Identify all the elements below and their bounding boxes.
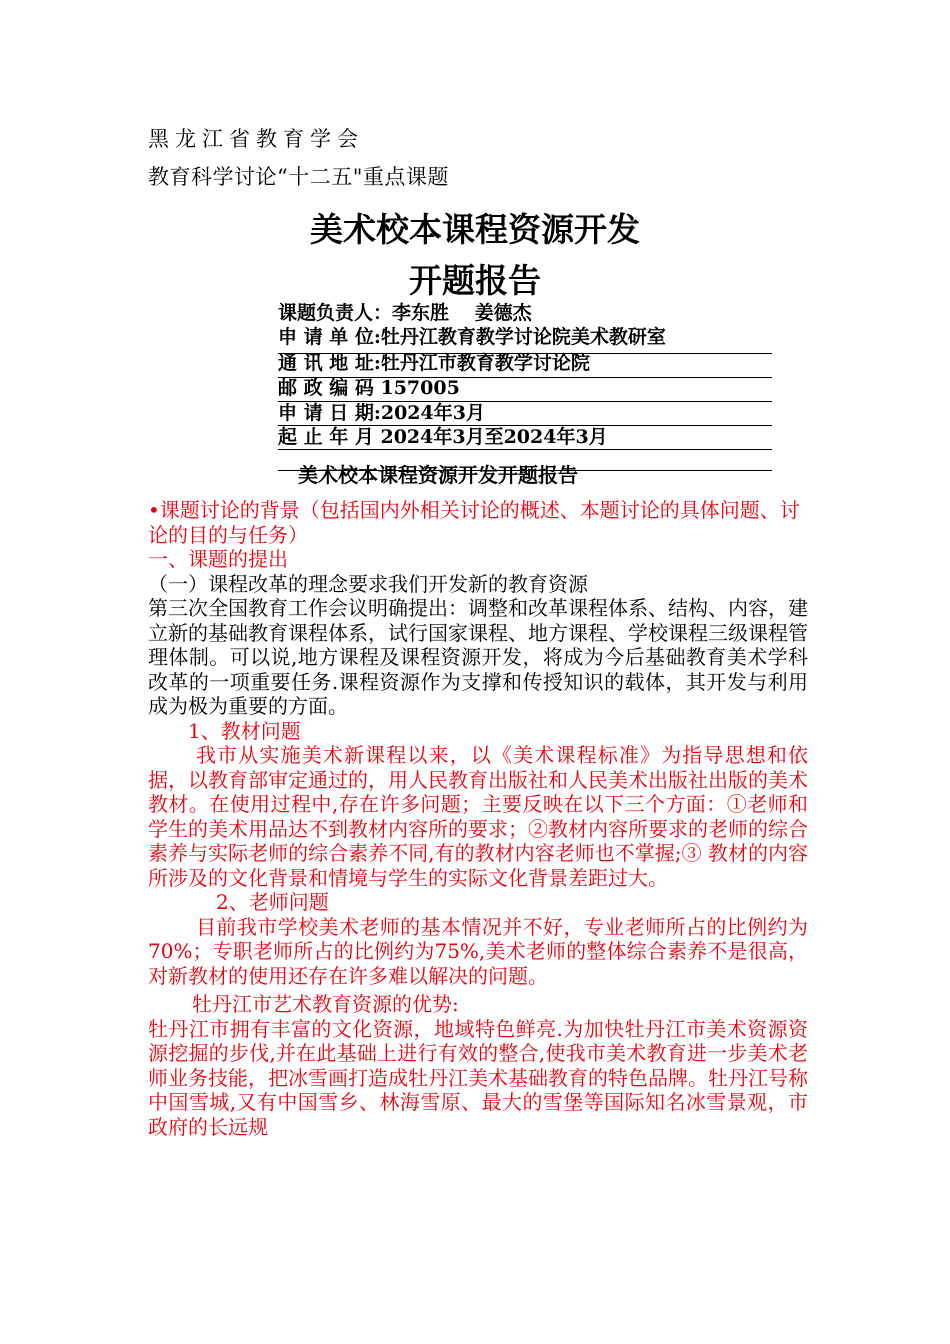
report-body xyxy=(148,498,808,1139)
project-type: 教育科学讨论“十二五"重点课题 xyxy=(148,165,449,189)
unit-value: 牡丹江教育教学讨论院美术教研室 xyxy=(380,326,666,348)
paragraph: 第三次全国教育工作会议明确提出：调整和改革课程体系、结构、内容，建立新的基础教育课程体系，试行国家课程、地方课程、学校课程三级课程管理体制。可以说,地方课程及课程资源开发，将成为今后基础教育美术学科改革的一项重要任务.课程资源作为支撑和传授知识的载体，其开发与利用成为极为重要的方面。 xyxy=(148,596,808,718)
leader-row xyxy=(278,298,532,325)
date-row xyxy=(278,398,485,425)
report-subtitle: 美术校本课程资源开发开题报告 xyxy=(298,463,578,487)
org-name: 黑龙江省教育学会 xyxy=(148,127,364,151)
page-title-line2: 开题报告 xyxy=(409,261,541,300)
section-heading: 一、课题的提出 xyxy=(148,547,288,571)
divider xyxy=(278,470,772,471)
period-label: 起 止 年 月 xyxy=(278,426,381,448)
unit-label: 申 请 单 位: xyxy=(278,326,381,348)
background-heading: •课题讨论的背景（包括国内外相关讨论的概述、本题讨论的具体问题、讨论的目的与任务） xyxy=(148,498,800,547)
period-value: 2024年3月至2024年3月 xyxy=(380,426,608,448)
period-row xyxy=(278,422,608,449)
date-value: 2024年3月 xyxy=(380,402,485,424)
paragraph: 目前我市学校美术老师的基本情况并不好，专业老师所占的比例约为70%；专职老师所占的比例约为75%,美术老师的整体综合素养不是很高，对新教材的使用还存在许多难以解决的问题。 xyxy=(148,914,808,988)
paragraph: 牡丹江市拥有丰富的文化资源，地域特色鲜亮.为加快牡丹江市美术资源资源挖掘的步伐,并在此基础上进行有效的整合,使我市美术教育进一步美术老师业务技能，把冰雪画打造成牡丹江美术基础教育的特色品牌。牡丹江号称中国雪城,又有中国雪乡、林海雪原、最大的雪堡等国际知名冰雪景观，市政府的长远规 xyxy=(148,1016,808,1139)
address-row xyxy=(278,348,590,375)
item-title: 1、教材问题 xyxy=(188,718,301,743)
date-label: 申 请 日 期: xyxy=(278,402,381,424)
item-title: 2、老师问题 xyxy=(216,890,329,914)
address-value: 牡丹江市教育教学讨论院 xyxy=(380,352,590,374)
unit-row xyxy=(278,322,666,349)
subsection-heading: （一）课程改革的理念要求我们开发新的教育资源 xyxy=(148,571,588,596)
page-title: 美术校本课程资源开发 xyxy=(310,210,640,249)
postcode-row xyxy=(278,373,460,400)
leader-value: 李东胜 姜德杰 xyxy=(392,302,532,324)
divider xyxy=(278,449,772,450)
item-title: 牡丹江市艺术教育资源的优势: xyxy=(192,992,459,1016)
postcode-value: 157005 xyxy=(380,377,460,399)
leader-label: 课题负责人： xyxy=(278,302,393,324)
paragraph: 我市从实施美术新课程以来，以《美术课程标准》为指导思想和依据，以教育部审定通过的，用人民教育出版社和人民美术出版社出版的美术教材。在使用过程中,存在许多问题；主要反映在以下三个方面：①老师和学生的美术用品达不到教材内容所的要求；②教材内容所要求的老师的综合素养与实际老师的综合素养不同,有的教材内容老师也不掌握;③ 教材的内容所涉及的文化背景和情境与学生的实际文化背景差距过大。 xyxy=(148,743,808,890)
postcode-label: 邮 政 编 码 xyxy=(278,377,381,399)
address-label: 通 讯 地 址: xyxy=(278,352,381,374)
